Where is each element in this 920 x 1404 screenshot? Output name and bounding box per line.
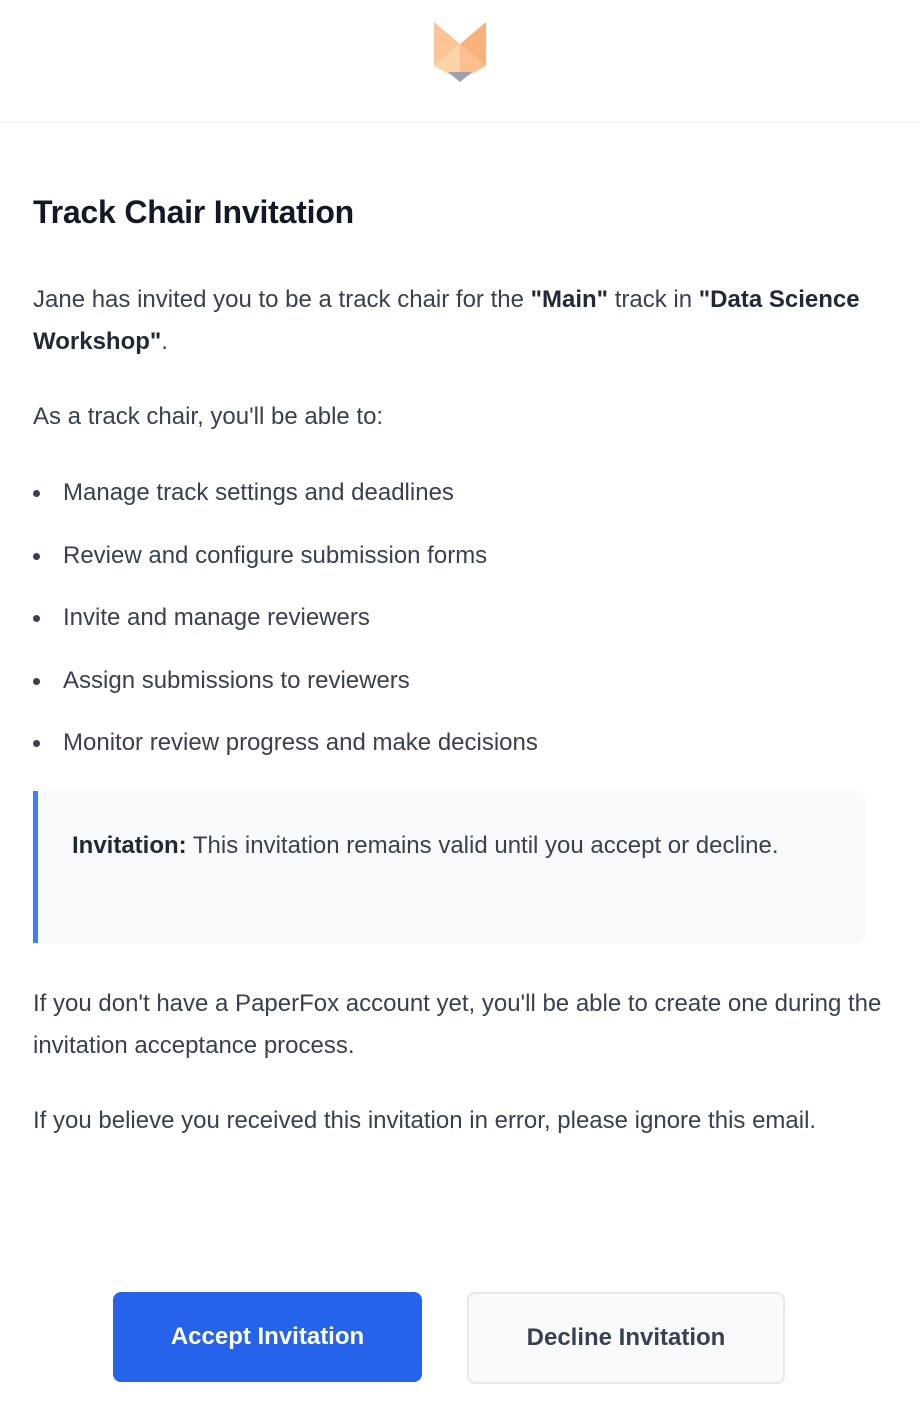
error-note: If you believe you received this invitation in error, please ignore this email. xyxy=(33,1106,817,1134)
notice-label: Invitation: xyxy=(72,831,187,859)
intro-text-mid: track in xyxy=(608,286,699,313)
abilities-lead: As a track chair, you'll be able to: xyxy=(33,403,384,430)
invitation-intro xyxy=(33,279,887,363)
accept-invitation-button[interactable]: Accept Invitation xyxy=(113,1292,422,1382)
invitation-notice-callout xyxy=(33,791,866,943)
action-buttons xyxy=(0,1292,920,1384)
list-item: Assign submissions to reviewers xyxy=(33,666,887,696)
email-body xyxy=(0,123,920,1142)
list-item: Invite and manage reviewers xyxy=(33,603,887,633)
decline-invitation-button[interactable]: Decline Invitation xyxy=(467,1292,785,1384)
email-header xyxy=(0,0,920,123)
conference-name: "Data Science Workshop" xyxy=(33,286,860,355)
list-item: Review and configure submission forms xyxy=(33,541,887,571)
fox-logo-icon xyxy=(432,20,488,82)
abilities-list xyxy=(33,478,887,758)
email-title: Track Chair Invitation xyxy=(33,194,355,230)
list-item: Manage track settings and deadlines xyxy=(33,478,887,508)
intro-text-post: . xyxy=(161,328,168,355)
notice-text: This invitation remains valid until you accept or decline. xyxy=(186,831,779,859)
intro-text-pre: Jane has invited you to be a track chair for the xyxy=(33,286,531,313)
list-item: Monitor review progress and make decisions xyxy=(33,728,887,758)
track-name: "Main" xyxy=(530,286,609,313)
account-note: If you don't have a PaperFox account yet, you'll be able to create one during the invitation acceptance process. xyxy=(33,989,882,1059)
